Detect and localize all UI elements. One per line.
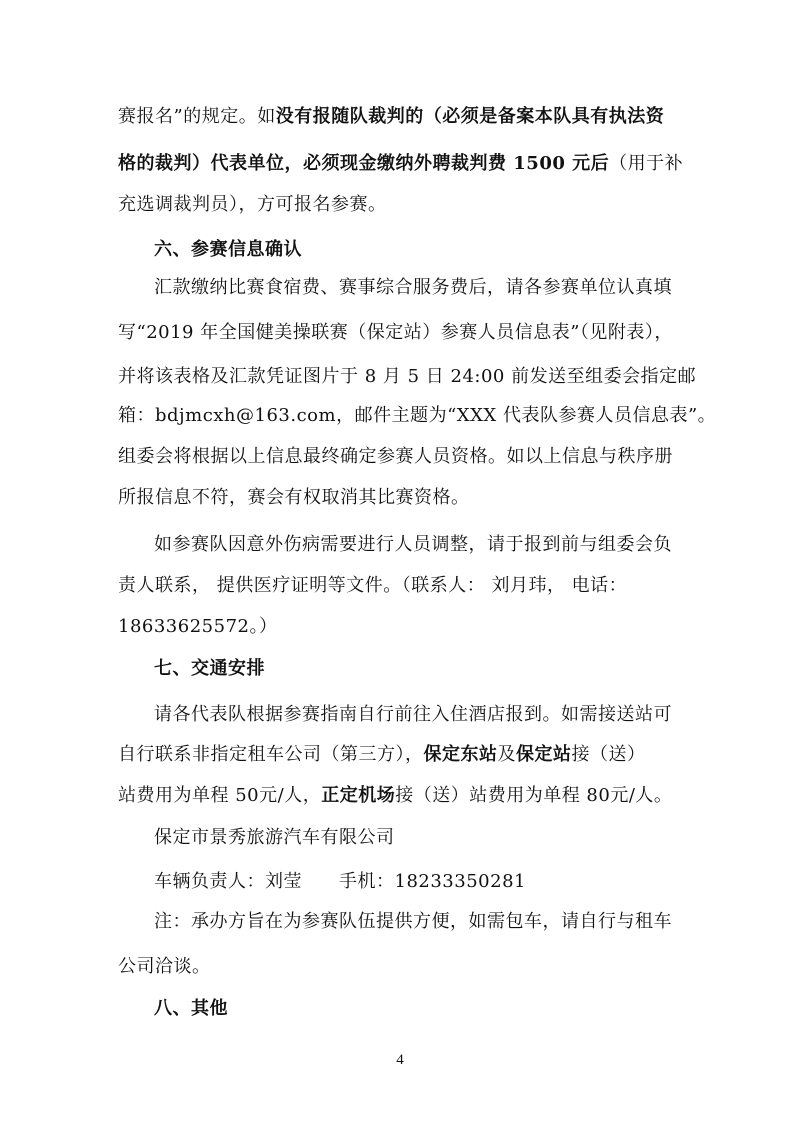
section-6-line-6: 所报信息不符，赛会有权取消其比赛资格。	[118, 487, 470, 508]
company-name: 保定市景秀旅游汽车有限公司	[154, 827, 395, 848]
section-8-heading: 八、其他	[154, 998, 228, 1019]
intro-bold-text: 没有报随队裁判的（必须是备案本队具有执法资	[275, 106, 665, 127]
section-6-line-3: 并将该表格及汇款凭证图片于 8 月 5 日 24:00 前发送至组委会指定邮	[118, 366, 697, 387]
section-6-para2-line-3: 18633625572。）	[118, 616, 278, 637]
airport-bold: 正定机场	[321, 785, 396, 806]
text-span: 接（送）	[571, 744, 646, 765]
intro-bold-text-2: 格的裁判）代表单位，必须现金缴纳外聘裁判费 1500 元后	[118, 153, 610, 174]
station-east-bold: 保定东站	[423, 744, 498, 765]
intro-line-1	[118, 104, 664, 130]
intro-line-2	[118, 151, 683, 177]
intro-text: 赛报名”的规定。如	[118, 106, 276, 127]
section-6-heading: 六、参赛信息确认	[154, 239, 302, 260]
intro-text-2: （用于补	[609, 153, 684, 174]
note-line-2: 公司洽谈。	[118, 956, 211, 977]
vehicle-contact: 车辆负责人：刘莹 手机：18233350281	[154, 871, 526, 892]
section-6-para2-line-2: 责人联系， 提供医疗证明等文件。（联系人： 刘月玮， 电话：	[118, 575, 628, 596]
text-span: 站费用为单程 50元/人，	[118, 785, 322, 806]
station-bold: 保定站	[516, 744, 572, 765]
text-span: 及	[497, 744, 516, 765]
note-line-1: 注：承办方旨在为参赛队伍提供方便，如需包车，请自行与租车	[154, 911, 672, 932]
page-number: 4	[396, 1052, 404, 1068]
section-7-line-2	[118, 742, 646, 768]
text-span: 接（送）站费用为单程 80元/人。	[395, 785, 673, 806]
section-6-line-4: 箱：bdjmcxh@163.com，邮件主题为“XXX 代表队参赛人员信息表”。	[118, 405, 717, 426]
section-6-line-1: 汇款缴纳比赛食宿费、赛事综合服务费后，请各参赛单位认真填	[154, 277, 672, 298]
section-6-line-2: 写“2019 年全国健美操联赛（保定站）参赛人员信息表”（见附表），	[118, 322, 673, 343]
section-7-heading: 七、交通安排	[154, 658, 265, 679]
text-span: 自行联系非指定租车公司（第三方），	[118, 744, 424, 765]
section-6-line-5: 组委会将根据以上信息最终确定参赛人员资格。如以上信息与秩序册	[118, 446, 673, 467]
section-7-line-1: 请各代表队根据参赛指南自行前往入住酒店报到。如需接送站可	[154, 704, 672, 725]
section-7-line-3	[118, 783, 672, 809]
intro-line-3: 充选调裁判员），方可报名参赛。	[118, 194, 387, 215]
section-6-para2-line-1: 如参赛队因意外伤病需要进行人员调整，请于报到前与组委会负	[154, 534, 672, 555]
